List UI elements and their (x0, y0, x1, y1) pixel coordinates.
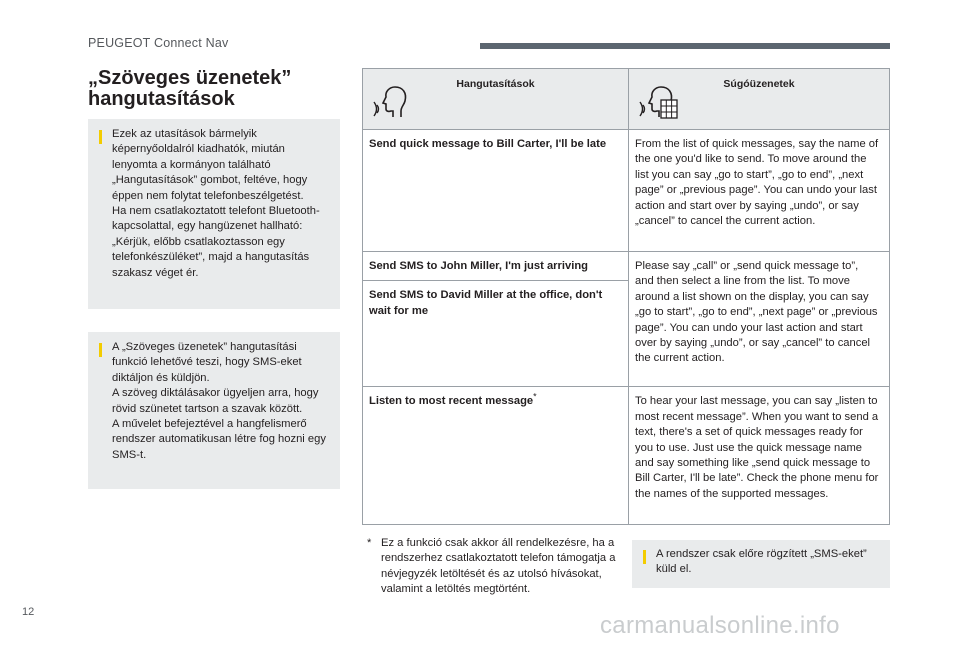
command-cell: Send quick message to Bill Carter, I'll be late (363, 130, 629, 252)
footnote (367, 536, 622, 598)
note-text: A rendszer csak előre rögzített „SMS-eket” küld el. (656, 548, 867, 576)
voice-command-icon (373, 81, 413, 121)
table-row (363, 387, 890, 525)
help-cell: To hear your last message, you can say „listen to most recent message”. When you want to send a text, there's a set of quick messages ready for you to use. Just use the quick message name and say something like „send quick message to Bill Carter, I'll be late”. Check the phone menu for the names of the supported messages. (629, 387, 890, 525)
table-header-row (363, 69, 890, 130)
note-accent-bar (99, 343, 102, 357)
watermark: carmanualsonline.info (600, 612, 840, 639)
info-note-sms (88, 332, 340, 489)
help-cell: Please say „call” or „send quick message to”, and then select a line from the list. To move around a list shown on the display, you can say „go to start”, „go to end”, „next page” or „previous page”. You can undo your last action and start over by saying „undo”, or say „cancel” to cancel the current action. (629, 252, 890, 387)
command-cell: Send SMS to John Miller, I'm just arriving (363, 252, 629, 281)
page-title: „Szöveges üzenetek” hangutasítások (88, 67, 292, 110)
footnote-marker: * (367, 537, 372, 549)
command-cell: Send SMS to David Miller at the office, don't wait for me (363, 281, 629, 387)
header-bar (480, 43, 890, 49)
command-cell (363, 387, 629, 525)
note-text: Ezek az utasítások bármelyik képernyőoldalról kiadhatók, miután lenyomta a kormányon található „Hangutasítások” gombot, feltéve, hogy éppen nem folytat telefonbeszélgetést. Ha nem csatlakoztatott telefont Bluetooth-kapcsolattal, egy hangüzenet hallható: „Kérjük, előbb csatlakoztasson egy telefonkészüléket”, majd a hangutasítás szakasz véget ér. (112, 128, 320, 279)
col-header-label: Hangutasítások (456, 78, 535, 90)
footnote-marker: * (533, 391, 537, 402)
info-note-usage (88, 119, 340, 309)
table-row (363, 130, 890, 252)
help-cell: From the list of quick messages, say the name of the one you'd like to send. To move around the list you can say „go to start”, „go to end”, „next page” or „previous page”. You can undo your last action and start over by saying „undo”, or say „cancel” to cancel the current action. (629, 130, 890, 252)
footnote-text: Ez a funkció csak akkor áll rendelkezésre, ha a rendszerhez csatlakoztatott telefon támogatja a névjegyzék letöltését és az utolsó hívásokat, valamint a letöltés megtörtént. (381, 537, 616, 596)
table-row (363, 252, 890, 281)
note-text: A „Szöveges üzenetek” hangutasítási funkció lehetővé teszi, hogy SMS-eket diktáljon és küldjön. A szöveg diktálásakor ügyeljen arra, hogy rövid szünetet tartson a szavak között. A művelet befejeztével a hangfelismerő rendszer automatikusan létre fog hozni egy SMS-t. (112, 341, 326, 461)
command-text: Listen to most recent message (369, 395, 534, 408)
info-note-preset-sms (632, 540, 890, 588)
note-accent-bar (99, 130, 102, 144)
voice-commands-table (362, 68, 890, 525)
voice-help-keypad-icon (639, 81, 679, 121)
col-header-commands (363, 69, 629, 130)
note-accent-bar (643, 550, 646, 564)
col-header-label: Súgóüzenetek (723, 78, 795, 90)
page-number: 12 (22, 606, 35, 618)
col-header-help (629, 69, 890, 130)
brand-header: PEUGEOT Connect Nav (88, 36, 229, 50)
